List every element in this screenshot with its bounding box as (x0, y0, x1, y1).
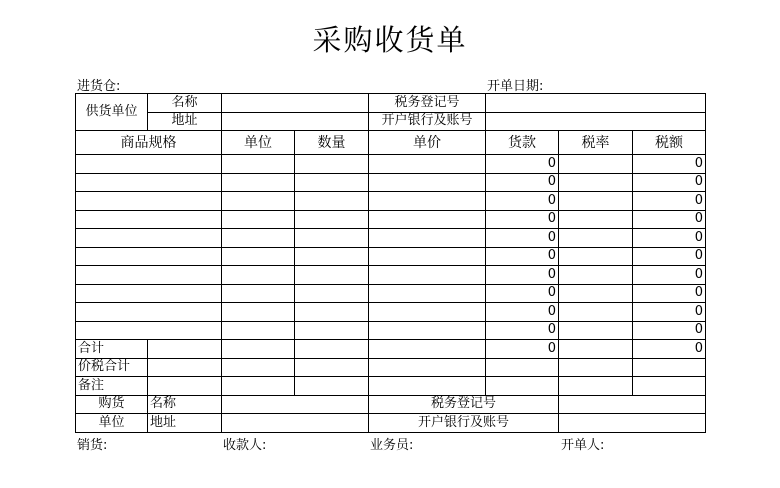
item-spec-cell[interactable] (76, 192, 222, 211)
item-unit-cell[interactable] (222, 210, 295, 229)
remark-unit-cell[interactable] (222, 377, 295, 396)
buyer-address-value[interactable] (222, 414, 369, 433)
total-label: 合计 (76, 340, 148, 359)
item-tax-cell[interactable]: 0 (633, 173, 706, 192)
grand-total-quantity-cell (295, 358, 369, 377)
item-goods-cell[interactable]: 0 (486, 173, 559, 192)
supplier-address-value[interactable] (222, 112, 369, 131)
item-unit-cell[interactable] (222, 303, 295, 322)
item-rate-cell[interactable] (559, 303, 633, 322)
supplier-name-label: 名称 (148, 94, 222, 113)
item-rate-cell[interactable] (559, 155, 633, 174)
payee-label: 收款人: (223, 438, 267, 453)
item-goods-cell[interactable]: 0 (486, 321, 559, 340)
item-goods-cell[interactable]: 0 (486, 192, 559, 211)
table-row (76, 173, 706, 192)
buyer-tax-reg-label: 税务登记号 (369, 395, 559, 414)
table-row (76, 210, 706, 229)
item-spec-cell[interactable] (76, 303, 222, 322)
col-goods-amount: 货款 (486, 131, 559, 155)
item-tax-cell[interactable]: 0 (633, 321, 706, 340)
supplier-bank-value[interactable] (486, 112, 706, 131)
col-tax-amount: 税额 (633, 131, 706, 155)
total-rate-cell (559, 340, 633, 359)
item-spec-cell[interactable] (76, 173, 222, 192)
buyer-name-value[interactable] (222, 395, 369, 414)
buyer-tax-reg-value[interactable] (559, 395, 706, 414)
grand-total-row (76, 358, 706, 377)
item-unit-cell[interactable] (222, 284, 295, 303)
item-rate-cell[interactable] (559, 192, 633, 211)
table-row (76, 247, 706, 266)
total-tax-value: 0 (633, 340, 706, 359)
warehouse-label: 进货仓: (77, 79, 121, 94)
buyer-bank-value[interactable] (559, 414, 706, 433)
item-price-cell[interactable] (369, 229, 486, 248)
item-quantity-cell[interactable] (295, 266, 369, 285)
item-tax-cell[interactable]: 0 (633, 192, 706, 211)
item-spec-cell[interactable] (76, 229, 222, 248)
grand-total-label: 价税合计 (76, 358, 148, 377)
item-price-cell[interactable] (369, 247, 486, 266)
table-row (76, 284, 706, 303)
total-spec-cell (148, 340, 222, 359)
item-spec-cell[interactable] (76, 266, 222, 285)
item-goods-cell[interactable]: 0 (486, 303, 559, 322)
item-price-cell[interactable] (369, 192, 486, 211)
item-tax-cell[interactable]: 0 (633, 229, 706, 248)
supplier-tax-reg-label: 税务登记号 (369, 94, 486, 113)
grand-total-goods-cell (486, 358, 559, 377)
item-rate-cell[interactable] (559, 229, 633, 248)
remark-quantity-cell[interactable] (295, 377, 369, 396)
item-quantity-cell[interactable] (295, 229, 369, 248)
item-goods-cell[interactable]: 0 (486, 155, 559, 174)
buyer-unit-label-1: 购货 (76, 395, 148, 414)
item-price-cell[interactable] (369, 210, 486, 229)
item-goods-cell[interactable]: 0 (486, 247, 559, 266)
supplier-row-address (76, 112, 706, 131)
order-date-label: 开单日期: (487, 79, 544, 94)
item-quantity-cell[interactable] (295, 192, 369, 211)
issuer-label: 开单人: (561, 438, 605, 453)
column-header-row (76, 131, 706, 155)
total-row (76, 340, 706, 359)
item-quantity-cell[interactable] (295, 247, 369, 266)
buyer-row-name (76, 395, 706, 414)
item-price-cell[interactable] (369, 173, 486, 192)
grand-total-cell (148, 358, 222, 377)
item-spec-cell[interactable] (76, 321, 222, 340)
item-price-cell[interactable] (369, 284, 486, 303)
total-quantity-cell[interactable] (295, 340, 369, 359)
col-quantity: 数量 (295, 131, 369, 155)
col-unit: 单位 (222, 131, 295, 155)
table-row (76, 229, 706, 248)
remark-cell[interactable] (148, 377, 222, 396)
salesman-label: 业务员: (370, 438, 414, 453)
item-price-cell[interactable] (369, 266, 486, 285)
col-unit-price: 单价 (369, 131, 486, 155)
item-unit-cell[interactable] (222, 321, 295, 340)
table-row (76, 192, 706, 211)
grand-total-price-cell (369, 358, 486, 377)
grand-total-unit-cell (222, 358, 295, 377)
table-row (76, 303, 706, 322)
item-price-cell[interactable] (369, 303, 486, 322)
item-rate-cell[interactable] (559, 210, 633, 229)
item-goods-cell[interactable]: 0 (486, 210, 559, 229)
item-tax-cell[interactable]: 0 (633, 266, 706, 285)
item-spec-cell[interactable] (76, 284, 222, 303)
item-goods-cell[interactable]: 0 (486, 284, 559, 303)
item-unit-cell[interactable] (222, 192, 295, 211)
remark-row (76, 377, 706, 396)
item-goods-cell[interactable]: 0 (486, 266, 559, 285)
item-unit-cell[interactable] (222, 247, 295, 266)
supplier-name-value[interactable] (222, 94, 369, 113)
item-unit-cell[interactable] (222, 229, 295, 248)
item-quantity-cell[interactable] (295, 321, 369, 340)
purchase-receipt-table (75, 93, 706, 433)
total-goods-value: 0 (486, 340, 559, 359)
col-tax-rate: 税率 (559, 131, 633, 155)
item-unit-cell[interactable] (222, 173, 295, 192)
item-rate-cell[interactable] (559, 284, 633, 303)
remark-tax-cell[interactable] (633, 377, 706, 396)
item-rate-cell[interactable] (559, 321, 633, 340)
item-spec-cell[interactable] (76, 155, 222, 174)
total-price-cell (369, 340, 486, 359)
grand-total-rate-cell (559, 358, 633, 377)
buyer-name-label: 名称 (148, 395, 222, 414)
remark-price-cell[interactable] (369, 377, 486, 396)
grand-total-tax-cell (633, 358, 706, 377)
table-row (76, 321, 706, 340)
buyer-address-label: 地址 (148, 414, 222, 433)
item-unit-cell[interactable] (222, 266, 295, 285)
form-title: 采购收货单 (312, 23, 468, 57)
item-rate-cell[interactable] (559, 173, 633, 192)
item-tax-cell[interactable]: 0 (633, 284, 706, 303)
item-tax-cell[interactable]: 0 (633, 155, 706, 174)
item-tax-cell[interactable]: 0 (633, 303, 706, 322)
item-quantity-cell[interactable] (295, 173, 369, 192)
supplier-address-label: 地址 (148, 112, 222, 131)
item-price-cell[interactable] (369, 155, 486, 174)
item-quantity-cell[interactable] (295, 155, 369, 174)
buyer-unit-label-2: 单位 (76, 414, 148, 433)
item-quantity-cell[interactable] (295, 284, 369, 303)
buyer-bank-label: 开户银行及账号 (369, 414, 559, 433)
supplier-tax-reg-value[interactable] (486, 94, 706, 113)
item-rate-cell[interactable] (559, 247, 633, 266)
remark-label: 备注 (76, 377, 148, 396)
remark-goods-cell[interactable] (486, 377, 559, 396)
table-row (76, 266, 706, 285)
col-spec: 商品规格 (76, 131, 222, 155)
item-price-cell[interactable] (369, 321, 486, 340)
supplier-row-name (76, 94, 706, 113)
total-unit-cell (222, 340, 295, 359)
item-quantity-cell[interactable] (295, 303, 369, 322)
item-quantity-cell[interactable] (295, 210, 369, 229)
item-goods-cell[interactable]: 0 (486, 229, 559, 248)
item-rate-cell[interactable] (559, 266, 633, 285)
item-tax-cell[interactable]: 0 (633, 247, 706, 266)
item-spec-cell[interactable] (76, 247, 222, 266)
remark-rate-cell[interactable] (559, 377, 633, 396)
supplier-bank-label: 开户银行及账号 (369, 112, 486, 131)
item-spec-cell[interactable] (76, 210, 222, 229)
item-unit-cell[interactable] (222, 155, 295, 174)
supplier-unit-label: 供货单位 (76, 94, 148, 131)
sales-label: 销货: (77, 438, 108, 453)
item-tax-cell[interactable]: 0 (633, 210, 706, 229)
buyer-row-address (76, 414, 706, 433)
table-row (76, 155, 706, 174)
